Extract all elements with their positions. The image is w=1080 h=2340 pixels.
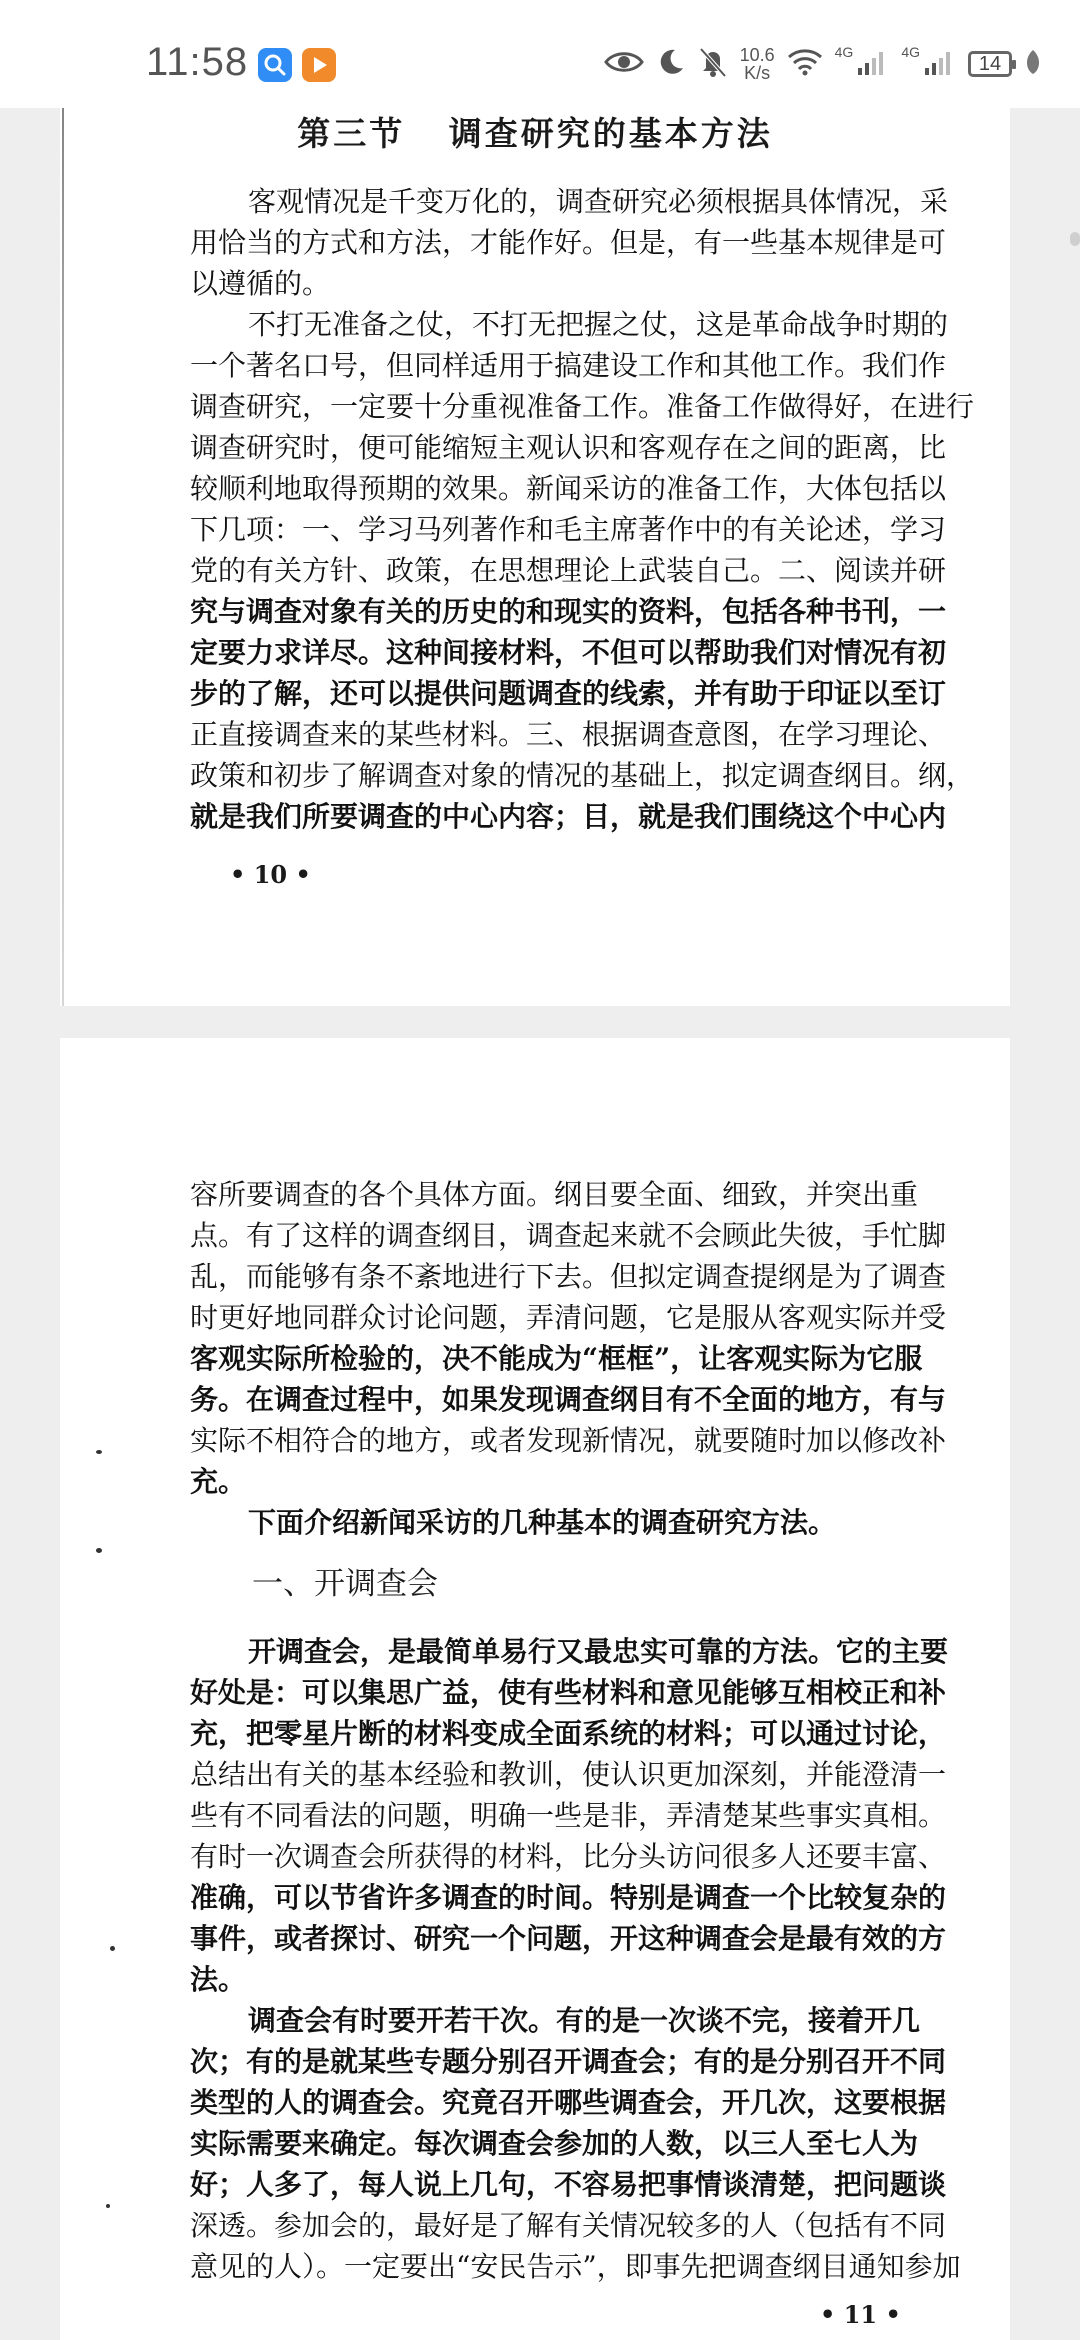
text-line: 容所要调查的各个具体方面。纲目要全面、细致，并突出重	[190, 1178, 919, 1211]
text-line: 正直接调查来的某些材料。三、根据调查意图，在学习理论、	[190, 718, 947, 751]
wifi-icon	[787, 48, 823, 81]
net-speed	[740, 46, 775, 82]
text-line: 用恰当的方式和方法，才能作好。但是，有一些基本规律是可	[190, 226, 947, 259]
scan-speck	[110, 1946, 115, 1951]
network-type-2: 4G	[901, 44, 920, 60]
text-line: 党的有关方针、政策，在思想理论上武装自己。二、阅读并研	[190, 554, 947, 587]
net-speed-value: 10.6	[739, 45, 775, 65]
text-line: 点。有了这样的调查纲目，调查起来就不会顾此失彼，手忙脚	[190, 1219, 947, 1252]
text-line: 充。	[190, 1465, 247, 1498]
text-line: 实际不相符合的地方，或者发现新情况，就要随时加以修改补	[190, 1424, 947, 1457]
text-line: 不打无准备之仗，不打无把握之仗，这是革命战争时期的	[248, 308, 949, 341]
section-title: 第三节 调查研究的基本方法	[297, 114, 773, 153]
text-line: 充，把零星片断的材料变成全面系统的材料；可以通过讨论，	[190, 1717, 947, 1750]
signal-icon	[857, 48, 889, 81]
text-line: 时更好地同群众讨论问题，弄清问题，它是服从客观实际并受	[190, 1301, 947, 1334]
text-line: 类型的人的调查会。究竟召开哪些调查会，开几次，这要根据	[190, 2086, 947, 2119]
text-line: 步的了解，还可以提供问题调查的线索，并有助于印证以至订	[190, 677, 947, 710]
text-line: 调查研究，一定要十分重视准备工作。准备工作做得好，在进行	[190, 390, 975, 423]
text-line: 以遵循的。	[190, 267, 331, 300]
search-app-icon	[258, 48, 292, 82]
text-line: 次；有的是就某些专题分别召开调查会；有的是分别召开不同	[190, 2045, 947, 2078]
text-line: 下面介绍新闻采访的几种基本的调查研究方法。	[248, 1506, 837, 1539]
page-number: • 10 •	[230, 860, 311, 889]
text-line: 究与调查对象有关的历史的和现实的资料，包括各种书刊，一	[190, 595, 947, 628]
status-bar	[0, 0, 1080, 108]
text-line: 好；人多了，每人说上几句，不容易把事情谈清楚，把问题谈	[190, 2168, 947, 2201]
text-line: 实际需要来确定。每次调查会参加的人数，以三人至七人为	[190, 2127, 919, 2160]
text-line: 法。	[190, 1963, 247, 1996]
text-line: 务。在调查过程中，如果发现调查纲目有不全面的地方，有与	[190, 1383, 947, 1416]
eye-icon	[604, 49, 644, 80]
video-app-icon	[302, 48, 336, 82]
document-page-10[interactable]	[60, 108, 1010, 1006]
page-number: • 11 •	[820, 2300, 901, 2329]
text-line: 准确，可以节省许多调查的时间。特别是调查一个比较复杂的	[190, 1881, 947, 1914]
status-icons	[604, 44, 1042, 84]
document-page-11[interactable]	[60, 1038, 1010, 2340]
scrollbar-thumb[interactable]	[1070, 232, 1080, 246]
text-line: 些有不同看法的问题，明确一些是非，弄清楚某些事实真相。	[190, 1799, 947, 1832]
text-line: 开调查会，是最简单易行又最忠实可靠的方法。它的主要	[248, 1635, 949, 1668]
text-line: 调查研究时，便可能缩短主观认识和客观存在之间的距离，比	[190, 431, 947, 464]
text-line: 好处是：可以集思广益，使有些材料和意见能够互相校正和补	[190, 1676, 947, 1709]
bell-off-icon	[698, 46, 728, 83]
scan-speck	[96, 1450, 102, 1454]
scan-edge	[62, 108, 64, 1006]
text-line: 较顺利地取得预期的效果。新闻采访的准备工作，大体包括以	[190, 472, 947, 505]
text-line: 客观实际所检验的，决不能成为“框框”，让客观实际为它服	[190, 1342, 923, 1375]
text-line: 下几项：一、学习马列著作和毛主席著作中的有关论述，学习	[190, 513, 947, 546]
leaf-icon	[1024, 48, 1042, 81]
text-line: 总结出有关的基本经验和教训，使认识更加深刻，并能澄清一	[190, 1758, 947, 1791]
status-time: 11:58	[146, 40, 249, 84]
scan-speck	[96, 1548, 102, 1553]
text-line: 乱，而能够有条不紊地进行下去。但拟定调查提纲是为了调查	[190, 1260, 947, 1293]
text-line: 有时一次调查会所获得的材料，比分头访问很多人还要丰富、	[190, 1840, 947, 1873]
text-line: 意见的人）。一定要出“安民告示”，即事先把调查纲目通知参加	[190, 2250, 961, 2283]
net-speed-unit: K/s	[744, 63, 771, 83]
text-line: 一个著名口号，但同样适用于搞建设工作和其他工作。我们作	[190, 349, 947, 382]
text-line: 定要力求详尽。这种间接材料，不但可以帮助我们对情况有初	[190, 636, 947, 669]
battery-icon: 14	[968, 51, 1012, 77]
scan-speck	[106, 2204, 110, 2208]
text-line: 调查会有时要开若干次。有的是一次谈不完，接着开几	[248, 2004, 921, 2037]
text-line: 就是我们所要调查的中心内容；目，就是我们围绕这个中心内	[190, 800, 947, 833]
text-line: 事件，或者探讨、研究一个问题，开这种调查会是最有效的方	[190, 1922, 947, 1955]
network-type-1: 4G	[834, 44, 854, 60]
text-line: 客观情况是千变万化的，调查研究必须根据具体情况，采	[248, 185, 949, 218]
sub-heading: 一、开调查会	[252, 1566, 438, 1602]
text-line: 深透。参加会的，最好是了解有关情况较多的人（包括有不同	[190, 2209, 947, 2242]
moon-icon	[656, 47, 686, 82]
text-line: 政策和初步了解调查对象的情况的基础上，拟定调查纲目。纲，	[190, 759, 975, 792]
signal-icon	[924, 48, 956, 81]
